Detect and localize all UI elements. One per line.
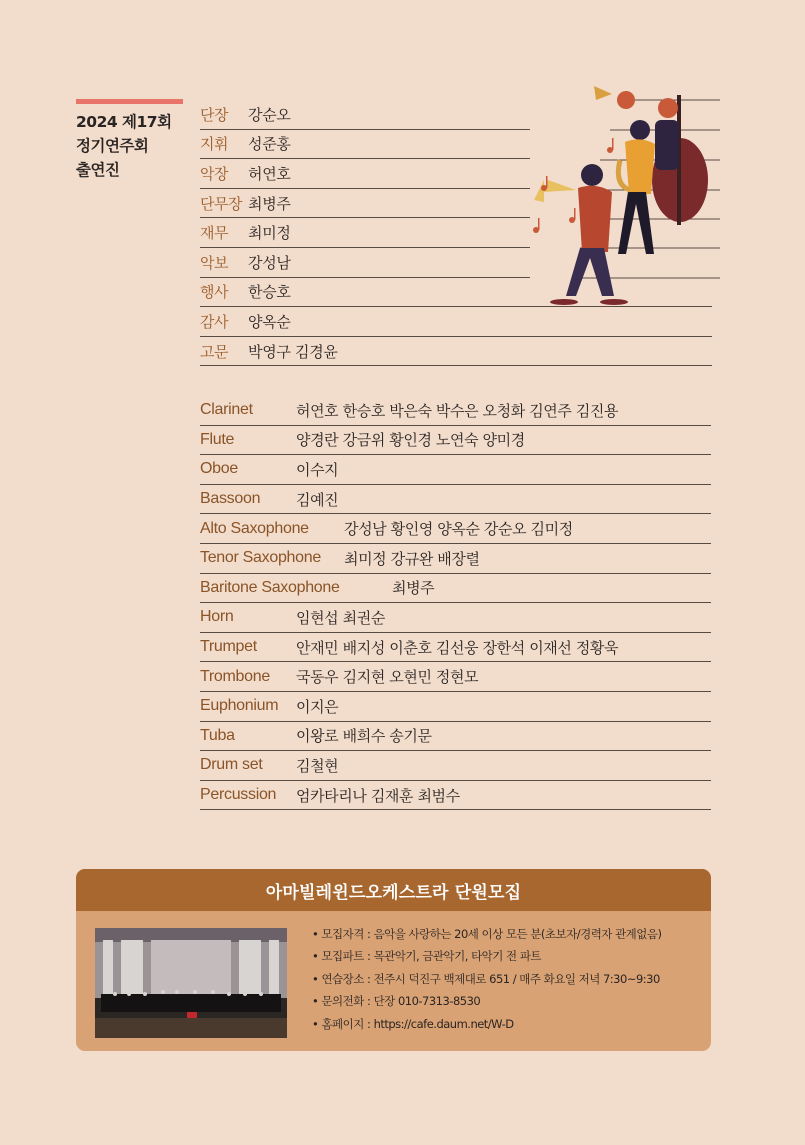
- staff-row: 지휘 성준홍: [200, 130, 530, 160]
- section-row: Alto Saxophone 강성남 황인영 양옥순 강순오 김미정: [200, 514, 711, 544]
- recruit-info: [312, 923, 662, 1035]
- staff-row: 감사 양옥순: [200, 307, 712, 337]
- section-list: [200, 396, 711, 810]
- section-row: Flute 양경란 강금위 황인경 노연숙 양미경: [200, 426, 711, 456]
- title-line-1: 2024 제17회: [76, 113, 172, 131]
- section-row: Tenor Saxophone 최미정 강규완 배장렬: [200, 544, 711, 574]
- staff-row: 단무장 최병주: [200, 189, 530, 219]
- section-row: Drum set 김철현: [200, 751, 711, 781]
- staff-row: 악보 강성남: [200, 248, 530, 278]
- recruit-title: 아마빌레윈드오케스트라 단원모집: [76, 869, 711, 911]
- staff-row: 단장 강순오: [200, 100, 530, 130]
- section-row: Euphonium 이지은: [200, 692, 711, 722]
- recruit-location: • 연습장소 : 전주시 덕진구 백제대로 651 / 매주 화요일 저녁 7:30~9:30: [312, 968, 662, 990]
- staff-row: 행사 한승호: [200, 278, 712, 308]
- section-row: Baritone Saxophone 최병주: [200, 574, 711, 604]
- staff-list: [200, 100, 712, 366]
- recruit-panel: [76, 869, 711, 1051]
- section-row: Tuba 이왕로 배희수 송기문: [200, 722, 711, 752]
- section-row: Bassoon 김예진: [200, 485, 711, 515]
- recruit-parts: • 모집파트 : 목관악기, 금관악기, 타악기 전 파트: [312, 945, 662, 967]
- recruit-homepage: • 홈페이지 : https://cafe.daum.net/W-D: [312, 1013, 662, 1035]
- accent-bar: [76, 99, 183, 104]
- recruit-eligibility: • 모집자격 : 음악을 사랑하는 20세 이상 모든 분(초보자/경력자 관계없음): [312, 923, 662, 945]
- section-row: Trombone 국동우 김지현 오현민 정현모: [200, 662, 711, 692]
- orchestra-photo: [95, 928, 287, 1038]
- section-row: Percussion 엄카타리나 김재훈 최범수: [200, 781, 711, 811]
- title-line-2: 정기연주회: [76, 137, 149, 155]
- staff-row: 고문 박영구 김경윤: [200, 337, 712, 367]
- staff-row: 재무 최미정: [200, 218, 530, 248]
- staff-row: 악장 허연호: [200, 159, 530, 189]
- recruit-phone: • 문의전화 : 단장 010-7313-8530: [312, 990, 662, 1012]
- section-row: Clarinet 허연호 한승호 박은숙 박수은 오청화 김연주 김진용: [200, 396, 711, 426]
- section-row: Trumpet 안재민 배지성 이춘호 김선웅 장한석 이재선 정황욱: [200, 633, 711, 663]
- section-row: Oboe 이수지: [200, 455, 711, 485]
- section-row: Horn 임현섭 최권순: [200, 603, 711, 633]
- title-line-3: 출연진: [76, 161, 120, 179]
- concert-title: [76, 110, 186, 182]
